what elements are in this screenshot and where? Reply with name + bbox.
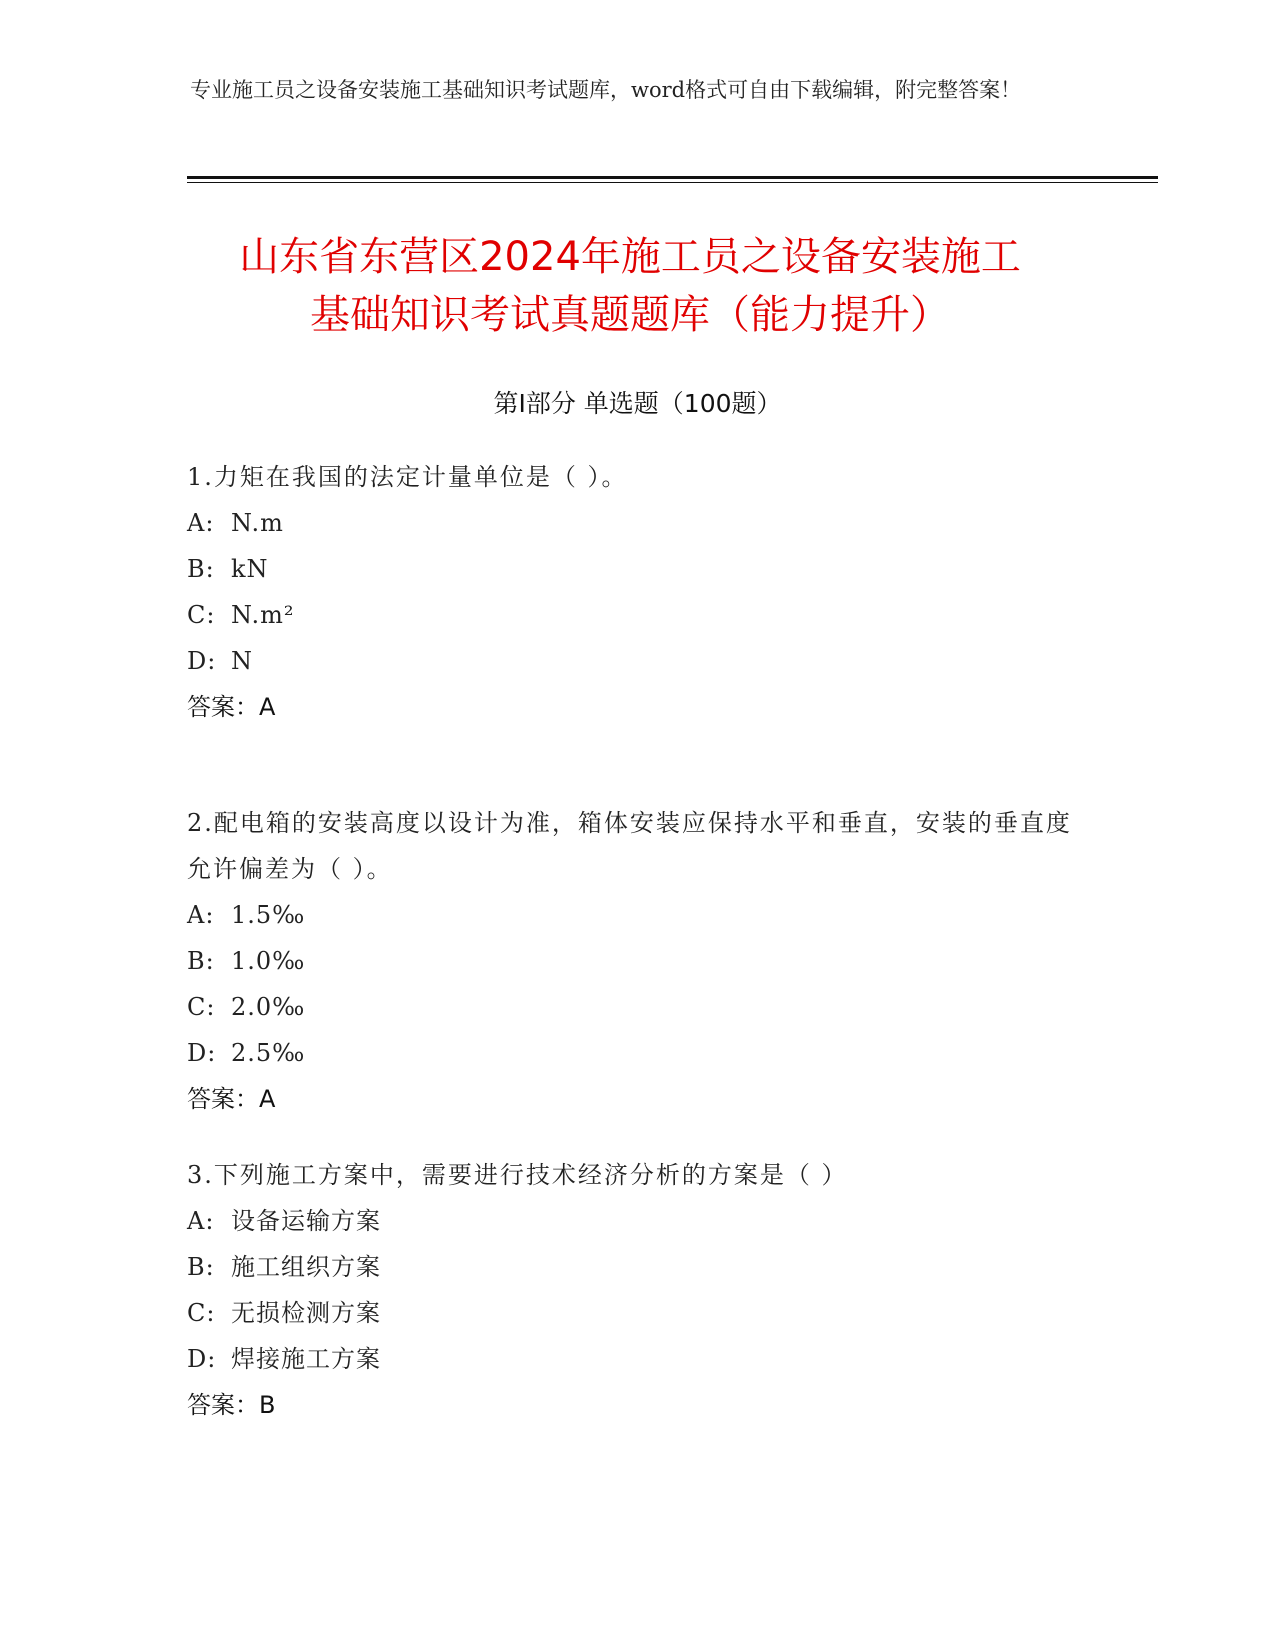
option-label: C: xyxy=(187,601,216,629)
answer: 答案：A xyxy=(187,693,276,721)
document-title xyxy=(180,228,1080,344)
option-d xyxy=(187,1336,1087,1382)
option-text: N xyxy=(231,647,253,675)
option-b xyxy=(187,1244,1087,1290)
option-label: D: xyxy=(187,647,217,675)
option-text: 2.0‰ xyxy=(231,993,306,1021)
option-text: N.m² xyxy=(231,601,295,629)
option-c xyxy=(187,984,1087,1030)
option-a xyxy=(187,500,1087,546)
document-title-line-1: 山东省东营区2024年施工员之设备安装施工 xyxy=(239,234,1021,280)
option-text: 设备运输方案 xyxy=(231,1207,381,1235)
option-text: 1.5‰ xyxy=(231,901,306,929)
option-label: A: xyxy=(187,901,215,929)
question-stem: 2.配电箱的安装高度以设计为准，箱体安装应保持水平和垂直，安装的垂直度允许偏差为（ ）。 xyxy=(187,809,1072,883)
option-c xyxy=(187,1290,1087,1336)
option-text: 无损检测方案 xyxy=(231,1299,381,1327)
document-title-line-2: 基础知识考试真题题库（能力提升） xyxy=(310,292,950,338)
option-label: B: xyxy=(187,555,215,583)
option-b xyxy=(187,546,1087,592)
option-text: kN xyxy=(231,555,269,583)
header-rule-thin xyxy=(187,182,1158,183)
option-label: A: xyxy=(187,1207,215,1235)
header-note: 专业施工员之设备安装施工基础知识考试题库，word格式可自由下载编辑，附完整答案！ xyxy=(190,78,1022,102)
option-c xyxy=(187,592,1087,638)
option-label: B: xyxy=(187,1253,215,1281)
option-label: B: xyxy=(187,947,215,975)
question-1 xyxy=(187,454,1087,730)
option-a xyxy=(187,892,1087,938)
question-stem: 1.力矩在我国的法定计量单位是（ ）。 xyxy=(187,463,628,491)
question-3 xyxy=(187,1152,1087,1428)
option-label: C: xyxy=(187,1299,216,1327)
header-rule-thick xyxy=(187,176,1158,179)
answer: 答案：A xyxy=(187,1085,276,1113)
option-label: D: xyxy=(187,1345,217,1373)
option-d xyxy=(187,1030,1087,1076)
option-text: 1.0‰ xyxy=(231,947,306,975)
option-label: D: xyxy=(187,1039,217,1067)
option-text: N.m xyxy=(231,509,284,537)
option-d xyxy=(187,638,1087,684)
answer: 答案：B xyxy=(187,1391,276,1419)
option-label: C: xyxy=(187,993,216,1021)
question-stem: 3.下列施工方案中，需要进行技术经济分析的方案是（ ） xyxy=(187,1161,848,1189)
option-label: A: xyxy=(187,509,215,537)
question-2 xyxy=(187,800,1087,1122)
option-text: 施工组织方案 xyxy=(231,1253,381,1281)
option-text: 焊接施工方案 xyxy=(231,1345,381,1373)
option-b xyxy=(187,938,1087,984)
option-a xyxy=(187,1198,1087,1244)
option-text: 2.5‰ xyxy=(231,1039,306,1067)
section-heading: 第Ⅰ部分 单选题（100题） xyxy=(493,389,782,418)
